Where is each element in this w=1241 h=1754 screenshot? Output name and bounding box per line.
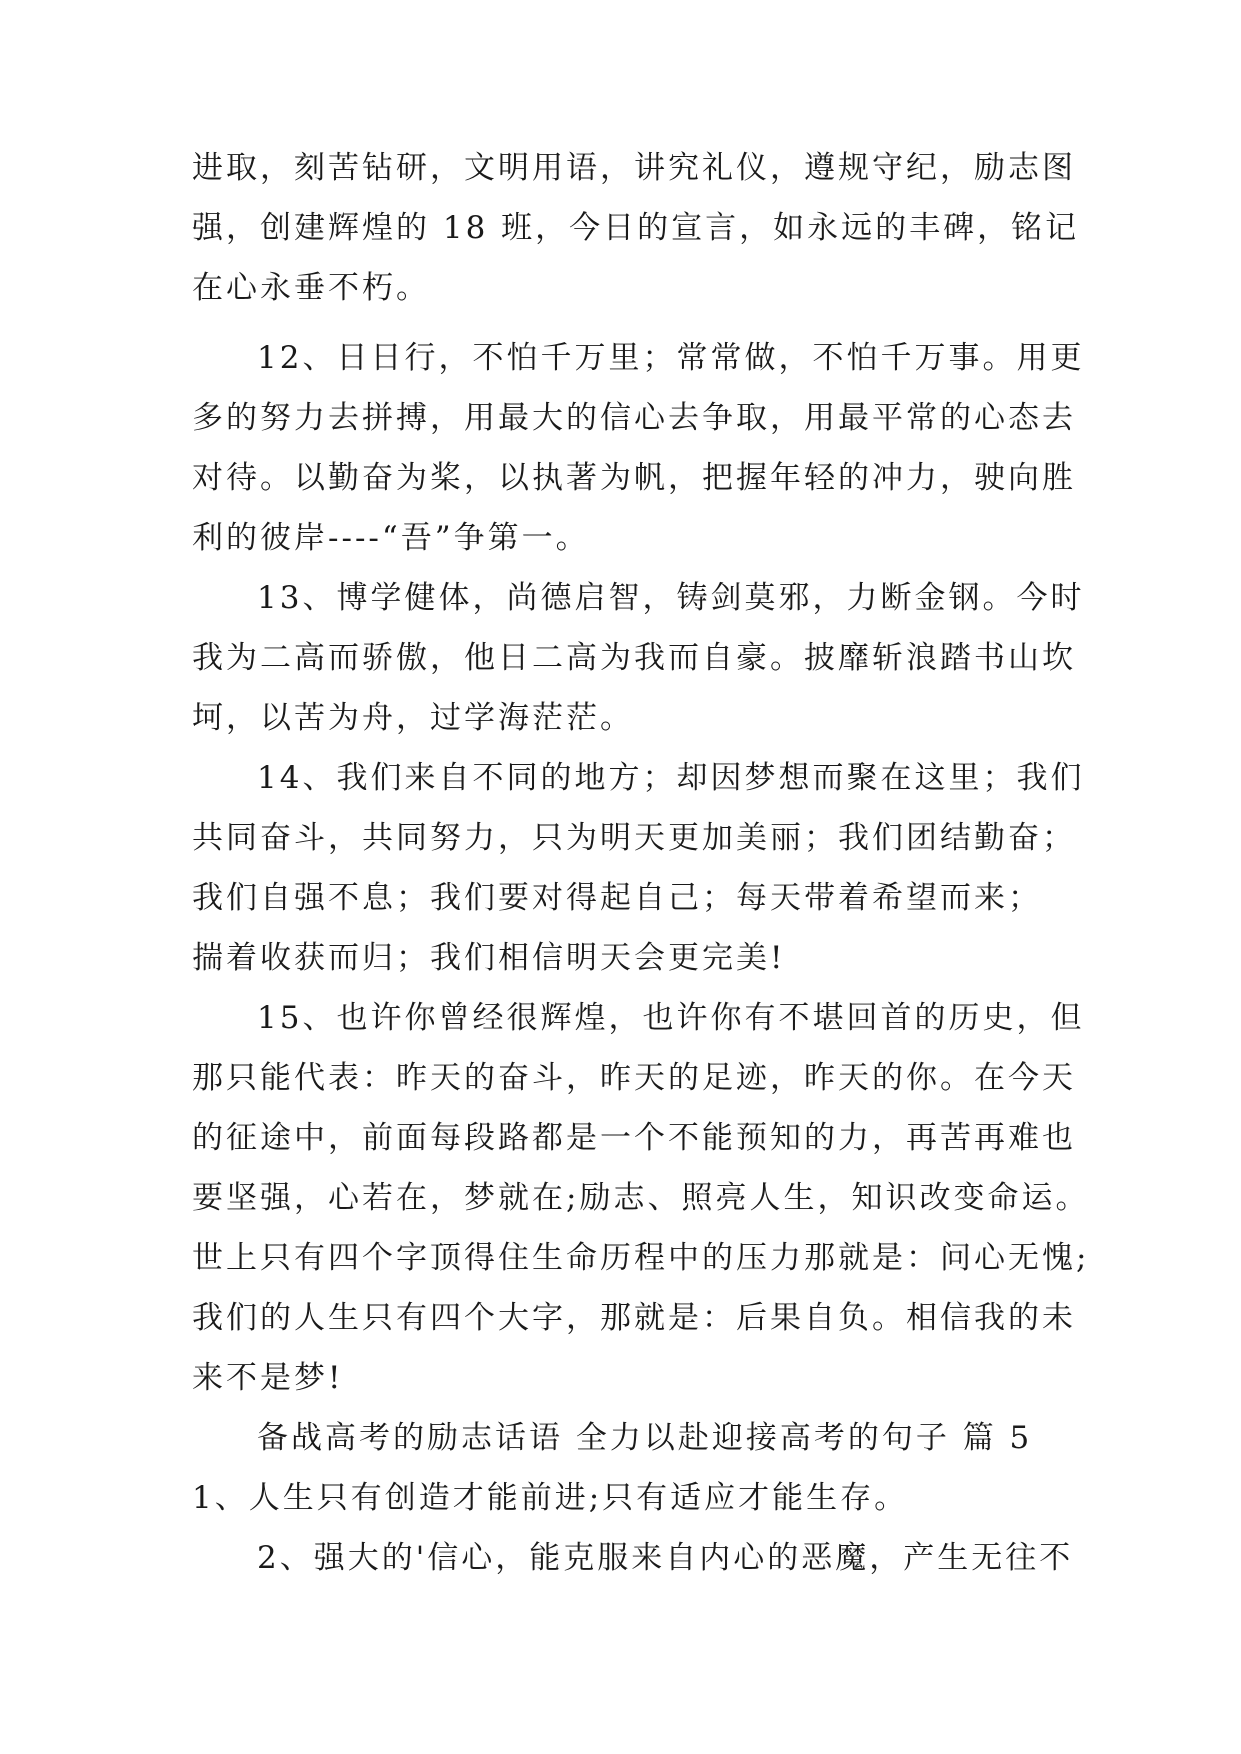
text-line: 世上只有四个字顶得住生命历程中的压力那就是：问心无愧; bbox=[192, 1240, 1090, 1276]
paragraph-14-first-line: 14、我们来自不同的地方；却因梦想而聚在这里；我们 bbox=[257, 760, 1085, 796]
text-line: 在心永垂不朽。 bbox=[192, 270, 430, 306]
list-item: 1、人生只有创造才能前进;只有适应才能生存。 bbox=[192, 1480, 909, 1516]
section-heading: 备战高考的励志话语 全力以赴迎接高考的句子 篇 5 bbox=[257, 1420, 1033, 1456]
text-line: 我们自强不息；我们要对得起自己；每天带着希望而来； bbox=[192, 880, 1042, 916]
text-line: 的征途中，前面每段路都是一个不能预知的力，再苦再难也 bbox=[192, 1120, 1076, 1156]
text-line: 进取，刻苦钻研，文明用语，讲究礼仪，遵规守纪，励志图 bbox=[192, 150, 1076, 186]
paragraph-13-first-line: 13、博学健体，尚德启智，铸剑莫邪，力断金钢。今时 bbox=[257, 580, 1085, 616]
text-line: 我们的人生只有四个大字，那就是：后果自负。相信我的未 bbox=[192, 1300, 1076, 1336]
text-line: 利的彼岸----“吾”争第一。 bbox=[192, 520, 590, 556]
text-line: 多的努力去拼搏，用最大的信心去争取，用最平常的心态去 bbox=[192, 400, 1076, 436]
text-line: 要坚强，心若在，梦就在;励志、照亮人生，知识改变命运。 bbox=[192, 1180, 1090, 1216]
text-line: 来不是梦! bbox=[192, 1360, 344, 1396]
paragraph-15-first-line: 15、也许你曾经很辉煌，也许你有不堪回首的历史，但 bbox=[257, 1000, 1085, 1036]
list-item: 2、强大的'信心，能克服来自内心的恶魔，产生无往不 bbox=[257, 1540, 1074, 1576]
text-line: 那只能代表：昨天的奋斗，昨天的足迹，昨天的你。在今天 bbox=[192, 1060, 1076, 1096]
text-line: 揣着收获而归；我们相信明天会更完美! bbox=[192, 940, 786, 976]
text-line: 强，创建辉煌的 18 班，今日的宣言，如永远的丰碑，铭记 bbox=[192, 210, 1080, 246]
text-line: 对待。以勤奋为桨，以执著为帆，把握年轻的冲力，驶向胜 bbox=[192, 460, 1076, 496]
text-line: 坷，以苦为舟，过学海茫茫。 bbox=[192, 700, 634, 736]
text-line: 我为二高而骄傲，他日二高为我而自豪。披靡斩浪踏书山坎 bbox=[192, 640, 1076, 676]
text-line: 共同奋斗，共同努力，只为明天更加美丽；我们团结勤奋； bbox=[192, 820, 1076, 856]
paragraph-12-first-line: 12、日日行，不怕千万里；常常做，不怕千万事。用更 bbox=[257, 340, 1085, 376]
